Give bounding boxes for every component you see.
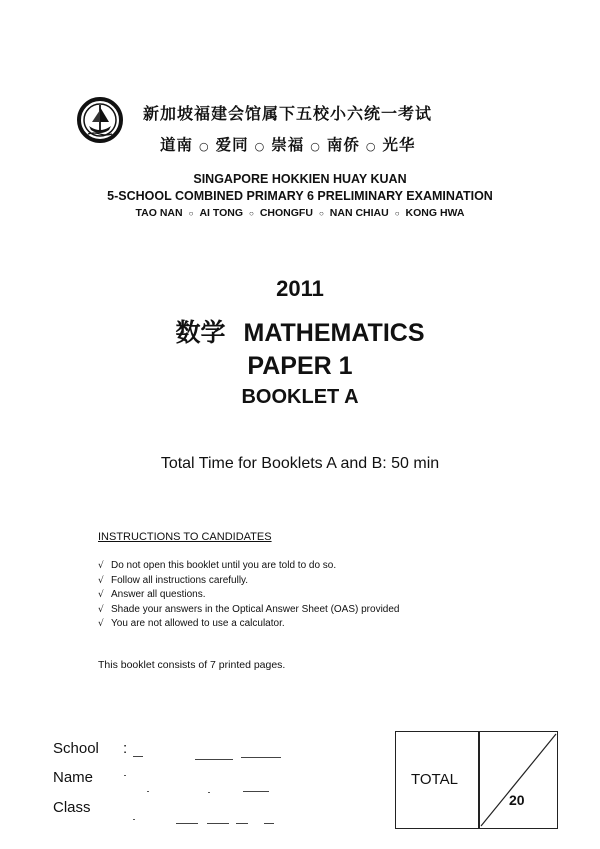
school-name: CHONGFU [259, 207, 313, 219]
page-count-note: This booklet consists of 7 printed pages. [98, 659, 286, 671]
booklet-label: BOOKLET A [241, 386, 359, 408]
exam-name: 5-SCHOOL COMBINED PRIMARY 6 PRELIMINARY EXAMINATION [107, 189, 493, 203]
chinese-school-name: 南侨 [326, 136, 360, 154]
subject-english: MATHEMATICS [243, 319, 425, 347]
instructions-list [98, 559, 399, 632]
school-field-line[interactable] [133, 756, 143, 757]
class-field-line[interactable] [236, 823, 248, 824]
name-field-mark[interactable] [147, 791, 149, 792]
ship-emblem-icon [76, 96, 124, 144]
exam-year: 2011 [276, 276, 324, 301]
chinese-school-names [160, 133, 416, 155]
instruction-text: You are not allowed to use a calculator. [111, 618, 285, 630]
check-icon: √ [98, 604, 104, 615]
instruction-text: Answer all questions. [111, 589, 206, 601]
organisation-name: SINGAPORE HOKKIEN HUAY KUAN [193, 172, 407, 186]
chinese-school-name: 光华 [382, 136, 416, 154]
instruction-item [98, 617, 399, 632]
instruction-text: Do not open this booklet until you are told to do so. [111, 560, 337, 571]
class-field-mark[interactable] [133, 819, 135, 820]
separator-circle: ○ [365, 140, 377, 153]
instruction-text: Follow all instructions carefully. [111, 574, 249, 586]
school-names [0, 207, 600, 219]
school-name: KONG HWA [405, 207, 465, 219]
class-field-line[interactable] [207, 823, 229, 824]
score-diagonal [478, 731, 558, 829]
name-label: Name [53, 769, 94, 786]
subject-chinese: 数学 [175, 318, 226, 347]
name-field-line[interactable] [243, 791, 269, 792]
chinese-school-name: 爱同 [215, 136, 249, 154]
separator-circle: ○ [188, 209, 194, 218]
class-field-line[interactable] [264, 823, 274, 824]
chinese-exam-title: 新加坡福建会馆属下五校小六统一考试 [143, 104, 433, 123]
separator-circle: ○ [254, 140, 266, 153]
time-allowed: Total Time for Booklets A and B: 50 min [160, 455, 440, 472]
instruction-item [98, 588, 399, 603]
instruction-item [98, 559, 399, 574]
instruction-item [98, 574, 399, 589]
chinese-school-name: 崇福 [271, 136, 305, 154]
school-name: AI TONG [199, 207, 243, 219]
separator-circle: ○ [318, 209, 324, 218]
separator-circle: ○ [310, 140, 321, 153]
instruction-text: Shade your answers in the Optical Answer Sheet (OAS) provided [111, 603, 400, 615]
max-score: 20 [509, 792, 525, 808]
subject-title [0, 313, 600, 349]
class-field-line[interactable] [176, 823, 198, 824]
check-icon: √ [98, 619, 104, 630]
school-field-line[interactable] [195, 759, 233, 760]
instructions-heading: INSTRUCTIONS TO CANDIDATES [98, 531, 272, 543]
chinese-school-name: 道南 [160, 136, 194, 154]
total-label: TOTAL [411, 771, 458, 788]
school-name: NAN CHIAU [329, 207, 389, 219]
paper-number: PAPER 1 [247, 352, 353, 380]
school-name: TAO NAN [135, 207, 183, 219]
school-label: School [53, 740, 99, 757]
field-dot [124, 775, 126, 776]
school-colon: : [123, 740, 128, 757]
instruction-item [98, 603, 399, 618]
school-field-line[interactable] [241, 757, 281, 758]
check-icon: √ [98, 561, 104, 571]
class-label: Class [53, 799, 91, 816]
name-field-mark[interactable] [208, 792, 210, 793]
check-icon: √ [98, 575, 104, 586]
separator-circle: ○ [249, 209, 254, 218]
check-icon: √ [98, 590, 104, 601]
separator-circle: ○ [199, 140, 210, 153]
separator-circle: ○ [394, 209, 400, 218]
